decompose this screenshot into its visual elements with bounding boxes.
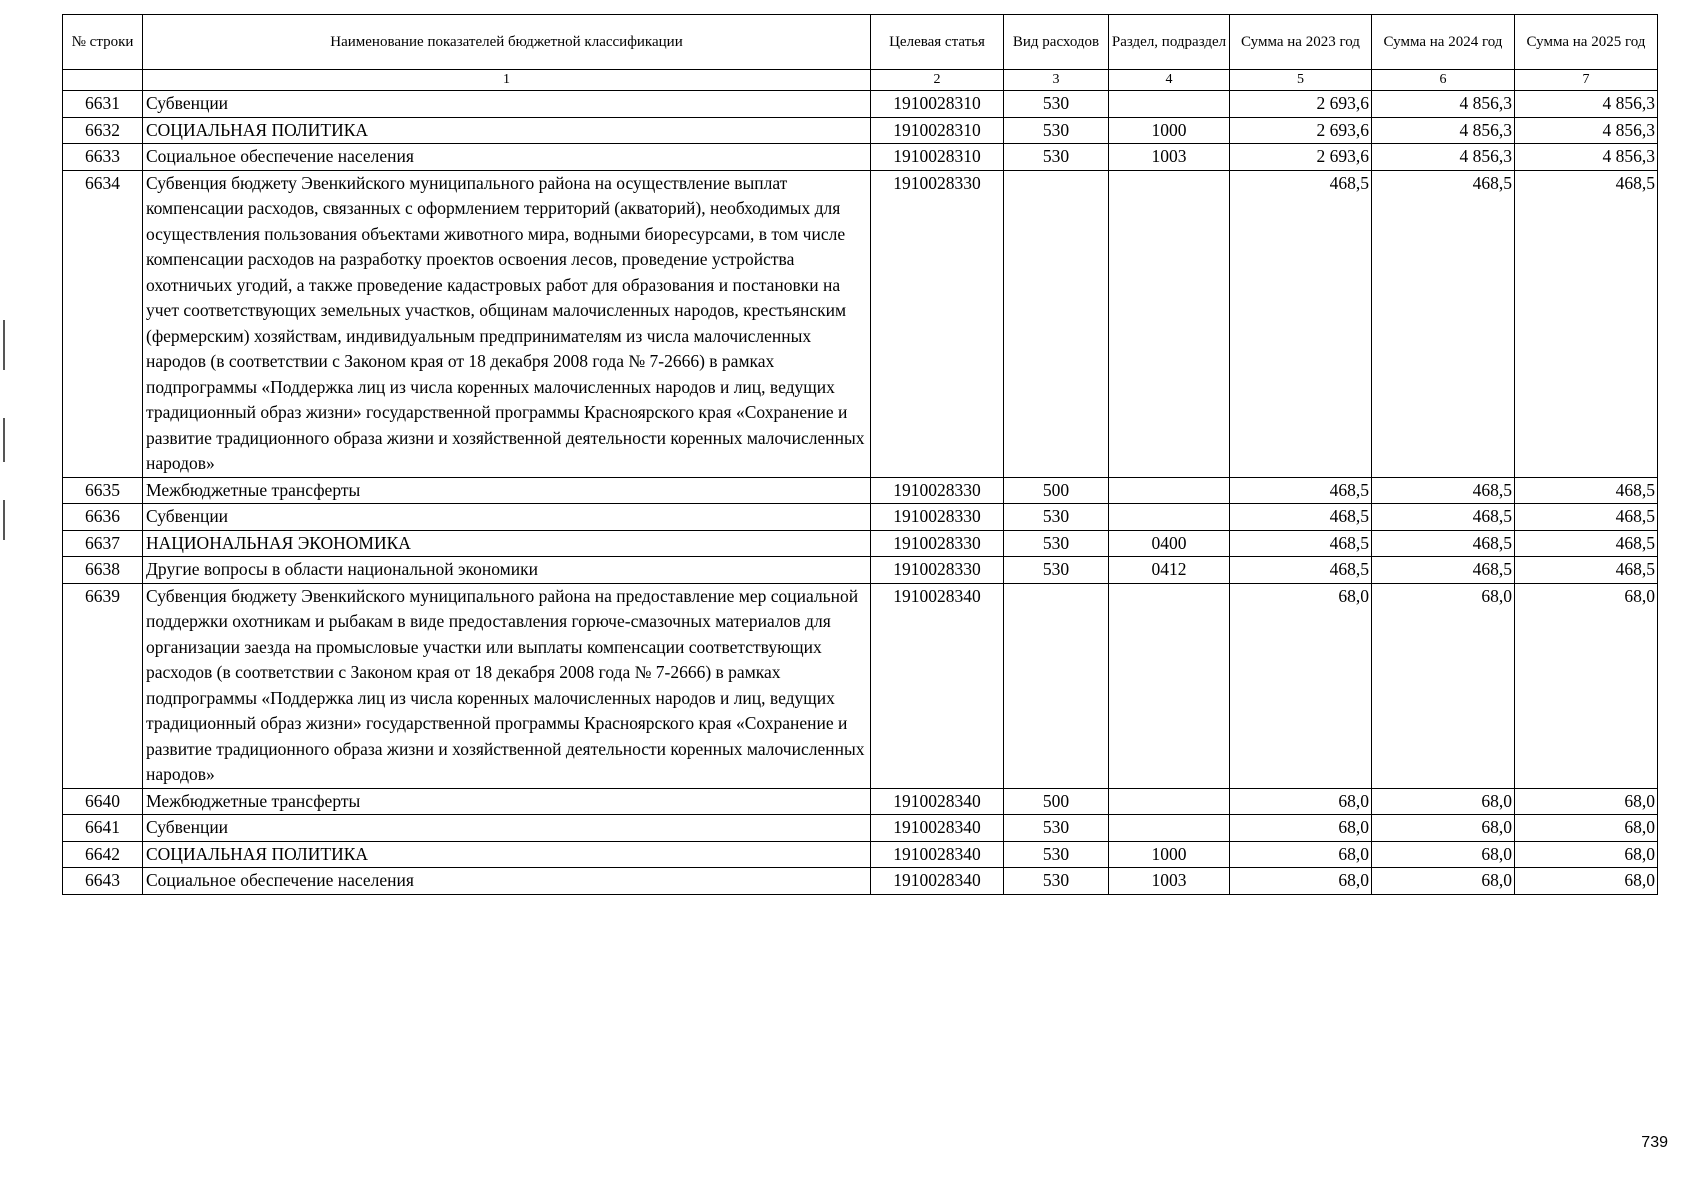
indicator-name-cell: НАЦИОНАЛЬНАЯ ЭКОНОМИКА <box>143 530 871 557</box>
table-row <box>63 788 1658 815</box>
row-number-cell: 6643 <box>63 868 143 895</box>
sum-2025-cell: 68,0 <box>1515 583 1658 788</box>
target-article-cell: 1910028330 <box>871 170 1004 477</box>
sum-2024-cell: 468,5 <box>1372 557 1515 584</box>
sum-2024-cell: 68,0 <box>1372 583 1515 788</box>
target-article-cell: 1910028340 <box>871 868 1004 895</box>
section-cell <box>1109 170 1230 477</box>
sum-2025-cell: 68,0 <box>1515 841 1658 868</box>
header-name: Наименование показателей бюджетной классификации <box>143 15 871 70</box>
target-article-cell: 1910028340 <box>871 583 1004 788</box>
column-number: 3 <box>1004 70 1109 91</box>
sum-2025-cell: 68,0 <box>1515 815 1658 842</box>
table-row <box>63 170 1658 477</box>
table-row <box>63 504 1658 531</box>
indicator-name-cell: Субвенция бюджету Эвенкийского муниципального района на осуществление выплат компенсации расходов, связанных с оформлением территорий (акваторий), необходимых для осуществления пользования объектами животного мира, водными биоресурсами, в том числе компенсации расходов на разработку проектов освоения лесов, проведение устройства охотничьих угодий, а также проведение кадастровых работ для образования и постановки на учет соответствующих земельных участков, общинам малочисленных народов, крестьянским (фермерским) хозяйствам, индивидуальным предпринимателям из числа малочисленных народов (в соответствии с Законом края от 18 декабря 2008 года № 7-2666) в рамках подпрограммы «Поддержка лиц из числа коренных малочисленных народов и лиц, ведущих традиционный образ жизни» государственной программы Красноярского края «Сохранение и развитие традиционного образа жизни и хозяйственной деятельности коренных малочисленных народов» <box>143 170 871 477</box>
sum-2024-cell: 4 856,3 <box>1372 144 1515 171</box>
sum-2025-cell: 468,5 <box>1515 530 1658 557</box>
budget-table <box>62 14 1658 895</box>
table-row <box>63 144 1658 171</box>
sum-2025-cell: 468,5 <box>1515 557 1658 584</box>
indicator-name-cell: Межбюджетные трансферты <box>143 788 871 815</box>
sum-2023-cell: 468,5 <box>1230 504 1372 531</box>
target-article-cell: 1910028330 <box>871 530 1004 557</box>
row-number-cell: 6641 <box>63 815 143 842</box>
section-cell <box>1109 504 1230 531</box>
section-cell: 1000 <box>1109 117 1230 144</box>
expense-type-cell: 530 <box>1004 841 1109 868</box>
table-row <box>63 583 1658 788</box>
table-header <box>63 15 1658 91</box>
table-row <box>63 557 1658 584</box>
expense-type-cell: 530 <box>1004 557 1109 584</box>
row-number-cell: 6640 <box>63 788 143 815</box>
expense-type-cell: 500 <box>1004 477 1109 504</box>
sum-2025-cell: 468,5 <box>1515 504 1658 531</box>
sum-2023-cell: 68,0 <box>1230 788 1372 815</box>
sum-2023-cell: 468,5 <box>1230 557 1372 584</box>
sum-2024-cell: 68,0 <box>1372 841 1515 868</box>
sum-2023-cell: 68,0 <box>1230 583 1372 788</box>
indicator-name-cell: Социальное обеспечение населения <box>143 868 871 895</box>
sum-2023-cell: 2 693,6 <box>1230 144 1372 171</box>
column-number: 1 <box>143 70 871 91</box>
expense-type-cell: 500 <box>1004 788 1109 815</box>
sum-2023-cell: 468,5 <box>1230 170 1372 477</box>
column-number-row <box>63 70 1658 91</box>
target-article-cell: 1910028340 <box>871 841 1004 868</box>
expense-type-cell: 530 <box>1004 117 1109 144</box>
header-section: Раздел, подраздел <box>1109 15 1230 70</box>
target-article-cell: 1910028310 <box>871 91 1004 118</box>
sum-2025-cell: 4 856,3 <box>1515 144 1658 171</box>
sum-2023-cell: 468,5 <box>1230 530 1372 557</box>
table-row <box>63 815 1658 842</box>
sum-2023-cell: 468,5 <box>1230 477 1372 504</box>
expense-type-cell: 530 <box>1004 144 1109 171</box>
sum-2023-cell: 2 693,6 <box>1230 117 1372 144</box>
table-row <box>63 477 1658 504</box>
target-article-cell: 1910028330 <box>871 504 1004 531</box>
column-number <box>63 70 143 91</box>
sum-2025-cell: 468,5 <box>1515 477 1658 504</box>
sum-2023-cell: 68,0 <box>1230 868 1372 895</box>
expense-type-cell <box>1004 583 1109 788</box>
scan-mark <box>3 320 5 370</box>
row-number-cell: 6637 <box>63 530 143 557</box>
expense-type-cell: 530 <box>1004 91 1109 118</box>
target-article-cell: 1910028310 <box>871 117 1004 144</box>
scan-mark <box>3 500 5 540</box>
indicator-name-cell: Межбюджетные трансферты <box>143 477 871 504</box>
sum-2024-cell: 468,5 <box>1372 504 1515 531</box>
expense-type-cell: 530 <box>1004 868 1109 895</box>
section-cell: 1003 <box>1109 868 1230 895</box>
sum-2024-cell: 468,5 <box>1372 170 1515 477</box>
table-body <box>63 91 1658 895</box>
column-number: 7 <box>1515 70 1658 91</box>
target-article-cell: 1910028340 <box>871 815 1004 842</box>
row-number-cell: 6631 <box>63 91 143 118</box>
indicator-name-cell: Субвенции <box>143 504 871 531</box>
table-row <box>63 868 1658 895</box>
section-cell <box>1109 788 1230 815</box>
sum-2024-cell: 4 856,3 <box>1372 91 1515 118</box>
indicator-name-cell: СОЦИАЛЬНАЯ ПОЛИТИКА <box>143 841 871 868</box>
expense-type-cell: 530 <box>1004 504 1109 531</box>
column-number: 4 <box>1109 70 1230 91</box>
target-article-cell: 1910028330 <box>871 477 1004 504</box>
sum-2024-cell: 468,5 <box>1372 477 1515 504</box>
sum-2024-cell: 468,5 <box>1372 530 1515 557</box>
section-cell <box>1109 477 1230 504</box>
column-number: 6 <box>1372 70 1515 91</box>
indicator-name-cell: Субвенция бюджету Эвенкийского муниципального района на предоставление мер социальной поддержки охотникам и рыбакам в виде предоставления горюче-смазочных материалов для организации заезда на промысловые участки или выплаты компенсации соответствующих расходов (в соответствии с Законом края от 18 декабря 2008 года № 7-2666) в рамках подпрограммы «Поддержка лиц из числа коренных малочисленных народов и лиц, ведущих традиционный образ жизни» государственной программы Красноярского края «Сохранение и развитие традиционного образа жизни и хозяйственной деятельности коренных малочисленных народов» <box>143 583 871 788</box>
target-article-cell: 1910028340 <box>871 788 1004 815</box>
sum-2025-cell: 468,5 <box>1515 170 1658 477</box>
row-number-cell: 6636 <box>63 504 143 531</box>
table-row <box>63 117 1658 144</box>
sum-2025-cell: 68,0 <box>1515 868 1658 895</box>
section-cell <box>1109 583 1230 788</box>
sum-2025-cell: 68,0 <box>1515 788 1658 815</box>
section-cell: 0412 <box>1109 557 1230 584</box>
scan-mark <box>3 418 5 462</box>
header-sum-2024: Сумма на 2024 год <box>1372 15 1515 70</box>
expense-type-cell <box>1004 170 1109 477</box>
column-number: 2 <box>871 70 1004 91</box>
section-cell <box>1109 91 1230 118</box>
page-number: 739 <box>1641 1134 1668 1151</box>
sum-2024-cell: 68,0 <box>1372 868 1515 895</box>
sum-2023-cell: 2 693,6 <box>1230 91 1372 118</box>
table-row <box>63 91 1658 118</box>
section-cell: 1003 <box>1109 144 1230 171</box>
row-number-cell: 6634 <box>63 170 143 477</box>
target-article-cell: 1910028330 <box>871 557 1004 584</box>
indicator-name-cell: Социальное обеспечение населения <box>143 144 871 171</box>
row-number-cell: 6638 <box>63 557 143 584</box>
expense-type-cell: 530 <box>1004 530 1109 557</box>
header-exp-type: Вид расходов <box>1004 15 1109 70</box>
section-cell: 1000 <box>1109 841 1230 868</box>
row-number-cell: 6635 <box>63 477 143 504</box>
table-row <box>63 530 1658 557</box>
column-number: 5 <box>1230 70 1372 91</box>
header-target: Целевая статья <box>871 15 1004 70</box>
sum-2024-cell: 68,0 <box>1372 815 1515 842</box>
expense-type-cell: 530 <box>1004 815 1109 842</box>
section-cell: 0400 <box>1109 530 1230 557</box>
indicator-name-cell: Субвенции <box>143 815 871 842</box>
table-row <box>63 841 1658 868</box>
section-cell <box>1109 815 1230 842</box>
sum-2025-cell: 4 856,3 <box>1515 117 1658 144</box>
header-sum-2025: Сумма на 2025 год <box>1515 15 1658 70</box>
indicator-name-cell: Другие вопросы в области национальной экономики <box>143 557 871 584</box>
sum-2025-cell: 4 856,3 <box>1515 91 1658 118</box>
row-number-cell: 6632 <box>63 117 143 144</box>
sum-2024-cell: 4 856,3 <box>1372 117 1515 144</box>
indicator-name-cell: СОЦИАЛЬНАЯ ПОЛИТИКА <box>143 117 871 144</box>
sum-2024-cell: 68,0 <box>1372 788 1515 815</box>
row-number-cell: 6639 <box>63 583 143 788</box>
header-row-no: № строки <box>63 15 143 70</box>
indicator-name-cell: Субвенции <box>143 91 871 118</box>
row-number-cell: 6642 <box>63 841 143 868</box>
sum-2023-cell: 68,0 <box>1230 841 1372 868</box>
row-number-cell: 6633 <box>63 144 143 171</box>
header-sum-2023: Сумма на 2023 год <box>1230 15 1372 70</box>
sum-2023-cell: 68,0 <box>1230 815 1372 842</box>
target-article-cell: 1910028310 <box>871 144 1004 171</box>
